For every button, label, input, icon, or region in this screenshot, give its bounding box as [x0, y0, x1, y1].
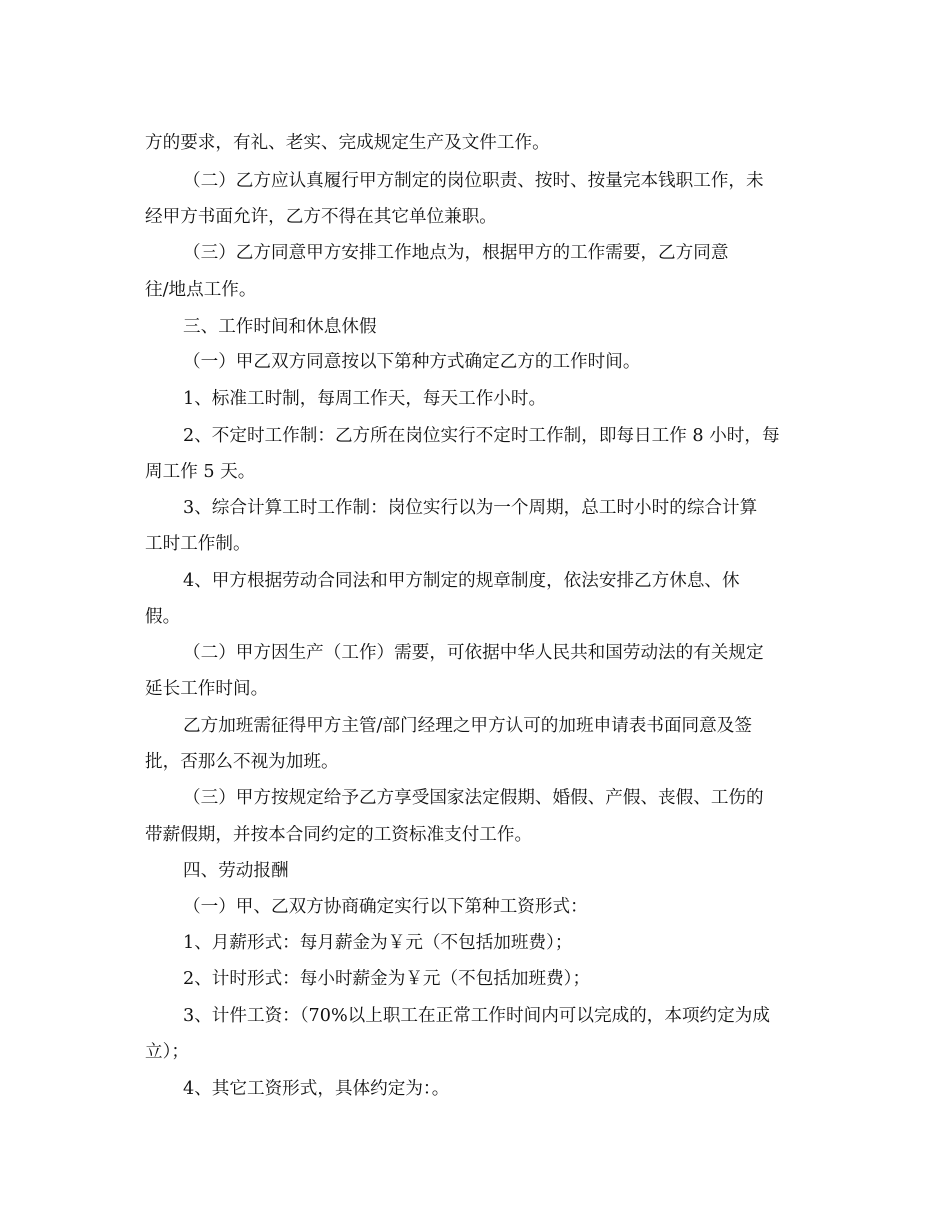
paragraph-line: （二）甲方因生产（工作）需要，可依据中华人民共和国劳动法的有关规定 — [183, 643, 764, 663]
paragraph-line: （三）甲方按规定给予乙方享受国家法定假期、婚假、产假、丧假、工伤的 — [183, 788, 764, 808]
paragraph-line: 2、计时形式：每小时薪金为￥元（不包括加班费）； — [183, 969, 591, 989]
section-heading: 三、工作时间和休息休假 — [183, 317, 377, 337]
paragraph-line: 方的要求，有礼、老实、完成规定生产及文件工作。 — [145, 133, 550, 153]
paragraph-line: 1、月薪形式：每月薪金为￥元（不包括加班费）； — [183, 933, 573, 953]
paragraph-line: 往/地点工作。 — [145, 280, 257, 300]
paragraph-line: （三）乙方同意甲方安排工作地点为，根据甲方的工作需要，乙方同意 — [183, 243, 729, 263]
paragraph-line: 立）； — [145, 1042, 189, 1062]
paragraph-line: 3、综合计算工时工作制：岗位实行以为一个周期，总工时小时的综合计算 — [183, 498, 758, 518]
paragraph-line: （一）甲乙双方同意按以下第种方式确定乙方的工作时间。 — [183, 352, 641, 372]
paragraph-line: 假。 — [145, 607, 181, 627]
section-heading: 四、劳动报酬 — [183, 861, 289, 881]
paragraph-line: 1、标准工时制，每周工作天，每天工作小时。 — [183, 389, 547, 409]
paragraph-line: 批，否那么不视为加班。 — [145, 752, 339, 772]
paragraph-line: 工时工作制。 — [145, 534, 251, 554]
paragraph-line: 带薪假期，并按本合同约定的工资标准支付工作。 — [145, 825, 533, 845]
paragraph-line: 乙方加班需征得甲方主管/部门经理之甲方认可的加班申请表书面同意及签 — [183, 716, 752, 736]
paragraph-line: 3、计件工资：（70%以上职工在正常工作时间内可以完成的，本项约定为成 — [183, 1006, 770, 1026]
paragraph-line: 4、甲方根据劳动合同法和甲方制定的规章制度，依法安排乙方休息、休 — [183, 571, 740, 591]
paragraph-line: 周工作 5 天。 — [145, 462, 256, 482]
paragraph-line: （一）甲、乙双方协商确定实行以下第种工资形式： — [183, 897, 588, 917]
paragraph-line: （二）乙方应认真履行甲方制定的岗位职责、按时、按量完本钱职工作，未 — [183, 171, 764, 191]
paragraph-line: 4、其它工资形式，具体约定为：。 — [183, 1079, 450, 1099]
paragraph-line: 经甲方书面允许，乙方不得在其它单位兼职。 — [145, 207, 497, 227]
paragraph-line: 2、不定时工作制：乙方所在岗位实行不定时工作制，即每日工作 8 小时，每 — [183, 426, 780, 446]
paragraph-line: 延长工作时间。 — [145, 679, 269, 699]
